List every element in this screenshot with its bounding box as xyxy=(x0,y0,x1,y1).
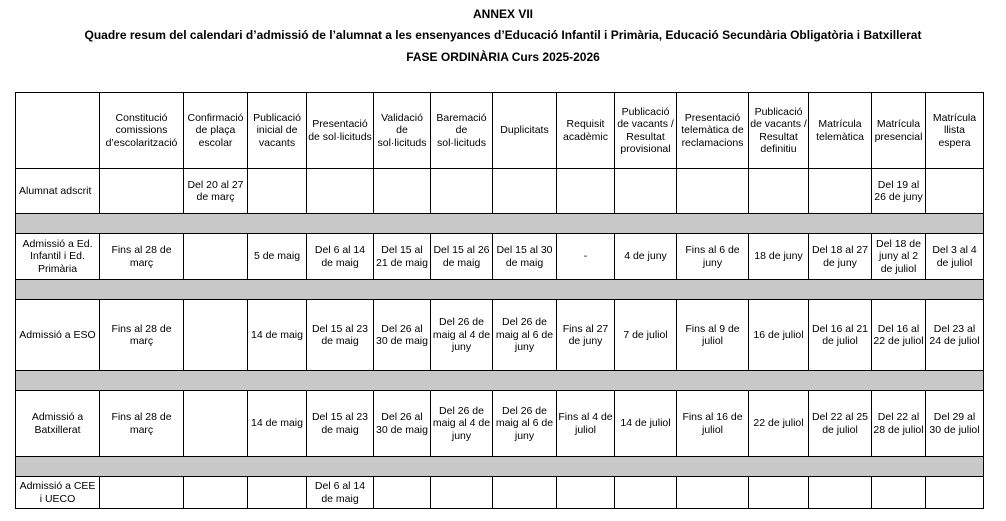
table-cell: Fins al 27 de juny xyxy=(557,300,615,371)
table-cell: Del 15 al 26 de maig xyxy=(431,234,493,280)
document-subtitle: Quadre resum del calendari d’admissió de l’alumnat a les ensenyances d’Educació Infantil i Primària, Educació Secundària Obligatòria i Batxillerat xyxy=(84,28,922,42)
table-cell xyxy=(248,477,307,509)
table-row xyxy=(16,391,984,457)
table-cell xyxy=(872,477,926,509)
table-row xyxy=(16,300,984,371)
table-cell xyxy=(374,169,431,214)
separator-row xyxy=(16,280,984,300)
table-cell xyxy=(749,169,809,214)
table-cell xyxy=(926,477,984,509)
header-cell: Matrícula telemàtica xyxy=(809,93,872,169)
row-label: Alumnat adscrit xyxy=(16,169,100,214)
table-cell: Del 3 al 4 de juliol xyxy=(926,234,984,280)
table-cell: Del 6 al 14 de maig xyxy=(307,477,374,509)
header-cell: Baremació de sol·licituds xyxy=(431,93,493,169)
header-cell: Matrícula presencial xyxy=(872,93,926,169)
table-cell xyxy=(493,169,557,214)
header-cell: Presentació de sol·licituds xyxy=(307,93,374,169)
header-cell: Validació de sol·licituds xyxy=(374,93,431,169)
table-cell: 7 de juliol xyxy=(615,300,677,371)
table-cell: Del 26 de maig al 6 de juny xyxy=(493,391,557,457)
header-row xyxy=(16,93,984,169)
row-label: Admissió a ESO xyxy=(16,300,100,371)
table-cell: Fins al 16 de juliol xyxy=(677,391,749,457)
separator-row xyxy=(16,214,984,234)
header-cell: Constitució comissions d’escolarització xyxy=(100,93,184,169)
table-cell xyxy=(374,477,431,509)
table-cell xyxy=(100,169,184,214)
header-cell: Duplicitats xyxy=(493,93,557,169)
table-cell: 18 de juny xyxy=(749,234,809,280)
table-cell: Del 15 al 23 de maig xyxy=(307,300,374,371)
table-cell: Del 15 al 30 de maig xyxy=(493,234,557,280)
table-cell xyxy=(248,169,307,214)
table-cell: - xyxy=(557,234,615,280)
table-cell: Del 6 al 14 de maig xyxy=(307,234,374,280)
header-cell: Requisit acadèmic xyxy=(557,93,615,169)
table-cell xyxy=(749,477,809,509)
table-cell: Fins al 28 de març xyxy=(100,234,184,280)
table-cell: 14 de juliol xyxy=(615,391,677,457)
row-label: Admissió a Ed. Infantil i Ed. Primària xyxy=(16,234,100,280)
table-row xyxy=(16,169,984,214)
separator-cell xyxy=(16,280,984,300)
table-cell xyxy=(431,477,493,509)
table-cell: Fins al 4 de juliol xyxy=(557,391,615,457)
table-cell xyxy=(184,477,248,509)
table-cell: Fins al 28 de març xyxy=(100,300,184,371)
table-cell: Del 26 al 30 de maig xyxy=(374,300,431,371)
admission-calendar-table xyxy=(15,92,984,509)
table-cell: 4 de juny xyxy=(615,234,677,280)
table-cell xyxy=(493,477,557,509)
table-cell: Del 18 al 27 de juny xyxy=(809,234,872,280)
table-cell: 16 de juliol xyxy=(749,300,809,371)
table-cell xyxy=(809,477,872,509)
separator-row xyxy=(16,457,984,477)
table-cell: 5 de maig xyxy=(248,234,307,280)
header-cell: Publicació inicial de vacants xyxy=(248,93,307,169)
table-cell xyxy=(184,300,248,371)
table-cell xyxy=(809,169,872,214)
table-cell: Del 23 al 24 de juliol xyxy=(926,300,984,371)
table-cell: Del 19 al 26 de juny xyxy=(872,169,926,214)
table-cell xyxy=(615,477,677,509)
table-cell xyxy=(615,169,677,214)
table-cell: Del 29 al 30 de juliol xyxy=(926,391,984,457)
table-cell: Del 18 de juny al 2 de juliol xyxy=(872,234,926,280)
table-cell: Del 26 de maig al 6 de juny xyxy=(493,300,557,371)
table-cell: Del 16 al 22 de juliol xyxy=(872,300,926,371)
table-cell xyxy=(184,391,248,457)
table-cell xyxy=(557,477,615,509)
header-cell: Publicació de vacants / Resultat provisional xyxy=(615,93,677,169)
table-cell: 22 de juliol xyxy=(749,391,809,457)
table-cell: Del 26 de maig al 4 de juny xyxy=(431,300,493,371)
table-row xyxy=(16,477,984,509)
table-cell: Del 22 al 28 de juliol xyxy=(872,391,926,457)
table-cell: Del 22 al 25 de juliol xyxy=(809,391,872,457)
header-cell xyxy=(16,93,100,169)
table-cell: Del 16 al 21 de juliol xyxy=(809,300,872,371)
table-cell xyxy=(677,477,749,509)
table-cell: Fins al 28 de març xyxy=(100,391,184,457)
table-cell: Del 26 de maig al 4 de juny xyxy=(431,391,493,457)
phase-title: FASE ORDINÀRIA Curs 2025-2026 xyxy=(406,50,600,64)
table-cell xyxy=(677,169,749,214)
table-cell xyxy=(100,477,184,509)
table-cell xyxy=(184,234,248,280)
header-cell: Publicació de vacants / Resultat definitiu xyxy=(749,93,809,169)
table-cell: 14 de maig xyxy=(248,300,307,371)
table-cell: Del 15 al 23 de maig xyxy=(307,391,374,457)
separator-cell xyxy=(16,457,984,477)
table-cell xyxy=(431,169,493,214)
separator-row xyxy=(16,371,984,391)
table-cell: Del 20 al 27 de març xyxy=(184,169,248,214)
separator-cell xyxy=(16,214,984,234)
header-cell: Confirmació de plaça escolar xyxy=(184,93,248,169)
table-cell: Fins al 9 de juliol xyxy=(677,300,749,371)
header-cell: Matrícula llista espera xyxy=(926,93,984,169)
table-cell xyxy=(557,169,615,214)
table-cell xyxy=(926,169,984,214)
table-cell: Del 15 al 21 de maig xyxy=(374,234,431,280)
annex-title: ANNEX VII xyxy=(472,7,533,21)
table-cell xyxy=(307,169,374,214)
row-label: Admissió a Batxillerat xyxy=(16,391,100,457)
table-cell: Del 26 al 30 de maig xyxy=(374,391,431,457)
table-cell: 14 de maig xyxy=(248,391,307,457)
header-cell: Presentació telemàtica de reclamacions xyxy=(677,93,749,169)
table-cell: Fins al 6 de juny xyxy=(677,234,749,280)
separator-cell xyxy=(16,371,984,391)
row-label: Admissió a CEE i UECO xyxy=(16,477,100,509)
table-row xyxy=(16,234,984,280)
